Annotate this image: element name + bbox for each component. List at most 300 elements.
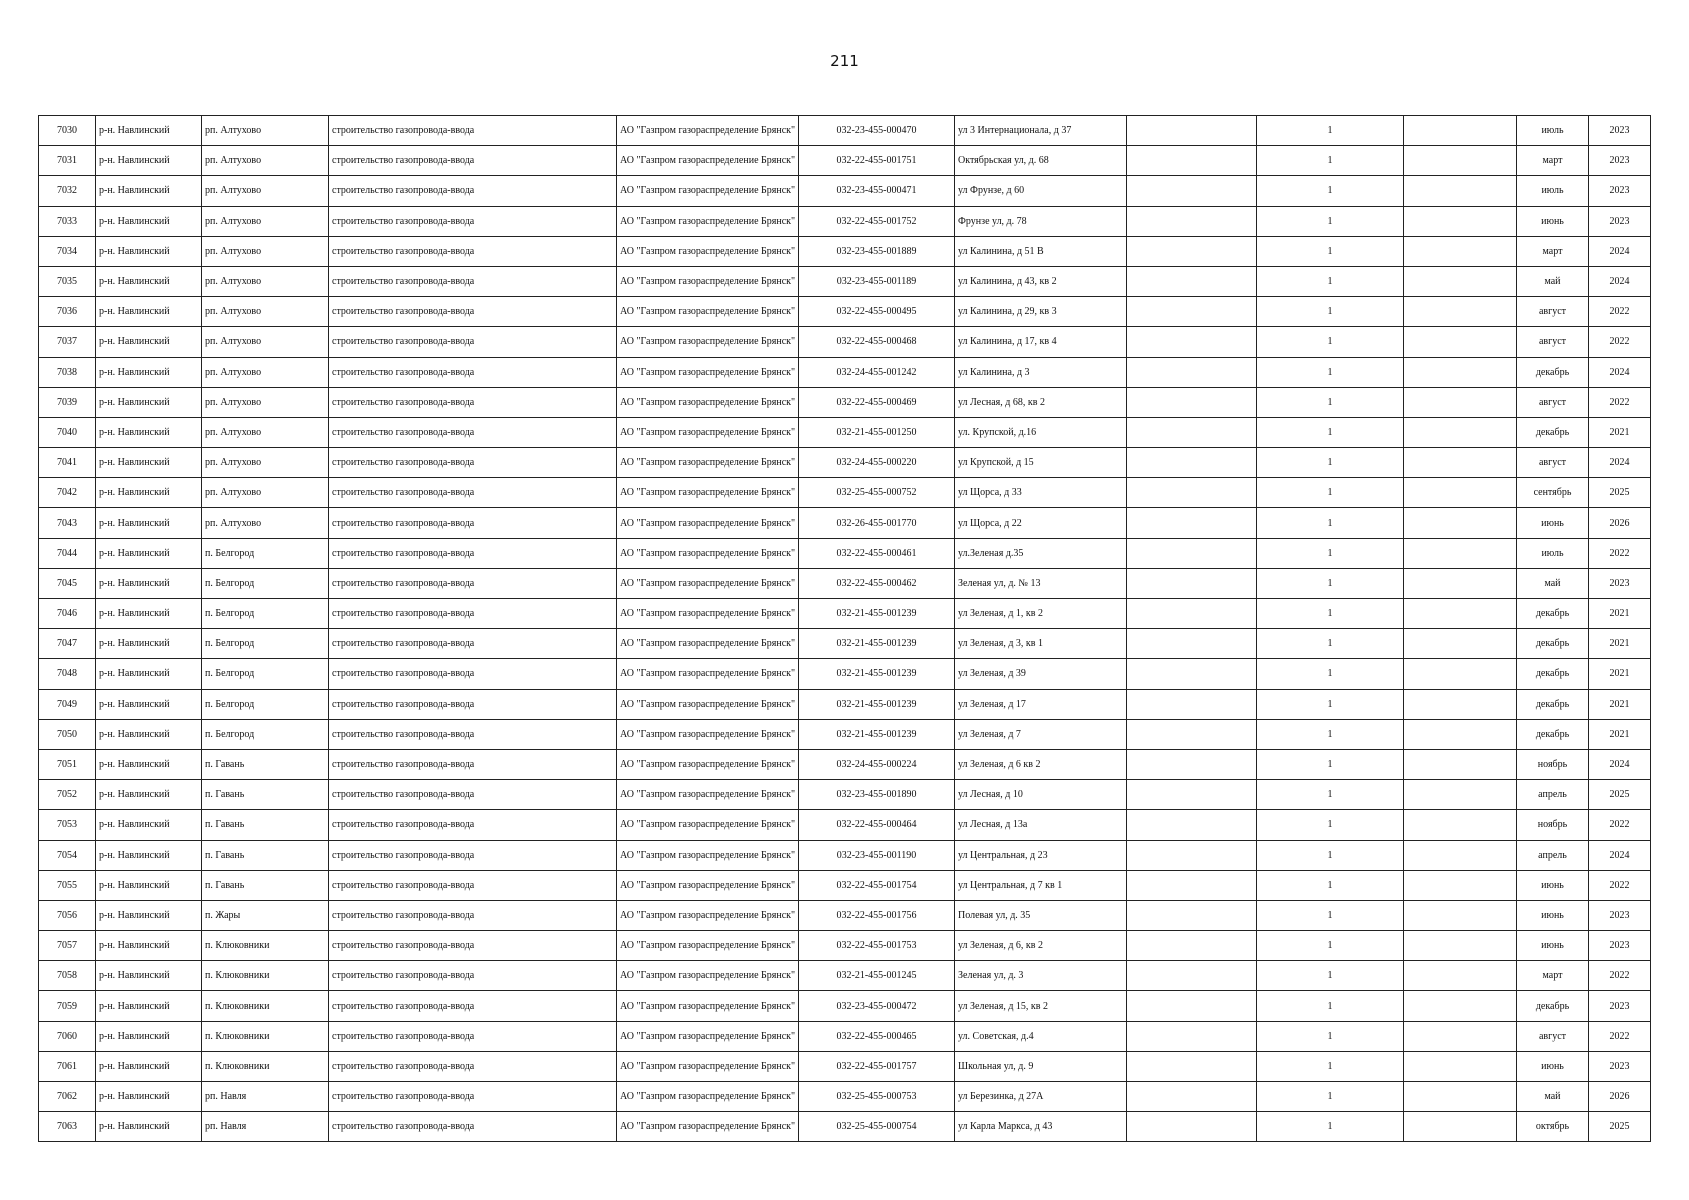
organization-cell: АО "Газпром газораспределение Брянск" (617, 1051, 799, 1081)
table-row (39, 629, 1651, 659)
empty-cell (1127, 116, 1257, 146)
row-number: 7032 (39, 176, 96, 206)
month-cell: декабрь (1517, 357, 1589, 387)
empty-cell (1127, 266, 1257, 296)
empty-cell (1404, 931, 1517, 961)
month-cell: июль (1517, 538, 1589, 568)
count-cell: 1 (1257, 538, 1404, 568)
organization-cell: АО "Газпром газораспределение Брянск" (617, 810, 799, 840)
locality-cell: рп. Алтухово (202, 478, 329, 508)
organization-cell: АО "Газпром газораспределение Брянск" (617, 629, 799, 659)
year-cell: 2022 (1589, 961, 1651, 991)
empty-cell (1127, 599, 1257, 629)
month-cell: июнь (1517, 900, 1589, 930)
table-row (39, 810, 1651, 840)
empty-cell (1127, 236, 1257, 266)
year-cell: 2021 (1589, 599, 1651, 629)
organization-cell: АО "Газпром газораспределение Брянск" (617, 236, 799, 266)
empty-cell (1404, 206, 1517, 236)
table-row (39, 719, 1651, 749)
year-cell: 2022 (1589, 1021, 1651, 1051)
locality-cell: рп. Алтухово (202, 146, 329, 176)
count-cell: 1 (1257, 961, 1404, 991)
organization-cell: АО "Газпром газораспределение Брянск" (617, 478, 799, 508)
empty-cell (1404, 478, 1517, 508)
empty-cell (1127, 1112, 1257, 1142)
empty-cell (1127, 1082, 1257, 1112)
address-cell: ул Калинина, д 17, кв 4 (955, 327, 1127, 357)
month-cell: июнь (1517, 1051, 1589, 1081)
work-type-cell: строительство газопровода-ввода (329, 417, 617, 447)
month-cell: декабрь (1517, 599, 1589, 629)
district-cell: р-н. Навлинский (96, 659, 202, 689)
count-cell: 1 (1257, 297, 1404, 327)
locality-cell: п. Клюковники (202, 931, 329, 961)
application-number-cell: 032-25-455-000753 (799, 1082, 955, 1112)
district-cell: р-н. Навлинский (96, 599, 202, 629)
work-type-cell: строительство газопровода-ввода (329, 689, 617, 719)
empty-cell (1127, 297, 1257, 327)
work-type-cell: строительство газопровода-ввода (329, 659, 617, 689)
month-cell: август (1517, 387, 1589, 417)
month-cell: декабрь (1517, 719, 1589, 749)
row-number: 7054 (39, 840, 96, 870)
month-cell: ноябрь (1517, 810, 1589, 840)
table-row (39, 780, 1651, 810)
district-cell: р-н. Навлинский (96, 931, 202, 961)
row-number: 7049 (39, 689, 96, 719)
year-cell: 2022 (1589, 870, 1651, 900)
application-number-cell: 032-24-455-001242 (799, 357, 955, 387)
empty-cell (1404, 116, 1517, 146)
month-cell: октябрь (1517, 1112, 1589, 1142)
application-number-cell: 032-23-455-000470 (799, 116, 955, 146)
empty-cell (1127, 327, 1257, 357)
organization-cell: АО "Газпром газораспределение Брянск" (617, 176, 799, 206)
table-row (39, 689, 1651, 719)
work-type-cell: строительство газопровода-ввода (329, 448, 617, 478)
organization-cell: АО "Газпром газораспределение Брянск" (617, 387, 799, 417)
empty-cell (1404, 568, 1517, 598)
locality-cell: п. Клюковники (202, 961, 329, 991)
district-cell: р-н. Навлинский (96, 810, 202, 840)
application-number-cell: 032-22-455-000461 (799, 538, 955, 568)
empty-cell (1404, 297, 1517, 327)
locality-cell: рп. Алтухово (202, 206, 329, 236)
table-row (39, 870, 1651, 900)
work-type-cell: строительство газопровода-ввода (329, 780, 617, 810)
district-cell: р-н. Навлинский (96, 387, 202, 417)
month-cell: июль (1517, 176, 1589, 206)
application-number-cell: 032-22-455-000462 (799, 568, 955, 598)
application-number-cell: 032-21-455-001239 (799, 659, 955, 689)
empty-cell (1404, 508, 1517, 538)
empty-cell (1404, 719, 1517, 749)
table-row (39, 357, 1651, 387)
locality-cell: п. Гавань (202, 840, 329, 870)
row-number: 7047 (39, 629, 96, 659)
table-row (39, 327, 1651, 357)
work-type-cell: строительство газопровода-ввода (329, 236, 617, 266)
year-cell: 2021 (1589, 417, 1651, 447)
organization-cell: АО "Газпром газораспределение Брянск" (617, 448, 799, 478)
month-cell: август (1517, 448, 1589, 478)
district-cell: р-н. Навлинский (96, 327, 202, 357)
month-cell: март (1517, 146, 1589, 176)
year-cell: 2021 (1589, 629, 1651, 659)
district-cell: р-н. Навлинский (96, 206, 202, 236)
count-cell: 1 (1257, 931, 1404, 961)
locality-cell: п. Белгород (202, 568, 329, 598)
district-cell: р-н. Навлинский (96, 508, 202, 538)
month-cell: март (1517, 961, 1589, 991)
application-number-cell: 032-26-455-001770 (799, 508, 955, 538)
locality-cell: п. Белгород (202, 719, 329, 749)
empty-cell (1404, 327, 1517, 357)
year-cell: 2021 (1589, 659, 1651, 689)
locality-cell: рп. Алтухово (202, 508, 329, 538)
work-type-cell: строительство газопровода-ввода (329, 508, 617, 538)
count-cell: 1 (1257, 236, 1404, 266)
empty-cell (1127, 840, 1257, 870)
empty-cell (1127, 810, 1257, 840)
address-cell: ул Центральная, д 7 кв 1 (955, 870, 1127, 900)
empty-cell (1127, 719, 1257, 749)
locality-cell: рп. Алтухово (202, 387, 329, 417)
application-number-cell: 032-21-455-001239 (799, 629, 955, 659)
application-number-cell: 032-21-455-001245 (799, 961, 955, 991)
row-number: 7040 (39, 417, 96, 447)
empty-cell (1404, 659, 1517, 689)
month-cell: декабрь (1517, 689, 1589, 719)
locality-cell: рп. Алтухово (202, 357, 329, 387)
address-cell: ул Зеленая, д 15, кв 2 (955, 991, 1127, 1021)
month-cell: июнь (1517, 206, 1589, 236)
organization-cell: АО "Газпром газораспределение Брянск" (617, 780, 799, 810)
row-number: 7052 (39, 780, 96, 810)
work-type-cell: строительство газопровода-ввода (329, 599, 617, 629)
locality-cell: п. Белгород (202, 599, 329, 629)
empty-cell (1127, 538, 1257, 568)
table-row (39, 146, 1651, 176)
row-number: 7056 (39, 900, 96, 930)
month-cell: май (1517, 1082, 1589, 1112)
year-cell: 2025 (1589, 478, 1651, 508)
district-cell: р-н. Навлинский (96, 568, 202, 598)
row-number: 7058 (39, 961, 96, 991)
address-cell: ул Зеленая, д 1, кв 2 (955, 599, 1127, 629)
count-cell: 1 (1257, 840, 1404, 870)
count-cell: 1 (1257, 991, 1404, 1021)
empty-cell (1404, 1082, 1517, 1112)
empty-cell (1127, 1021, 1257, 1051)
empty-cell (1127, 870, 1257, 900)
locality-cell: п. Клюковники (202, 1021, 329, 1051)
row-number: 7041 (39, 448, 96, 478)
empty-cell (1127, 176, 1257, 206)
month-cell: июнь (1517, 870, 1589, 900)
row-number: 7055 (39, 870, 96, 900)
empty-cell (1404, 266, 1517, 296)
address-cell: ул. Крупской, д.16 (955, 417, 1127, 447)
count-cell: 1 (1257, 689, 1404, 719)
work-type-cell: строительство газопровода-ввода (329, 146, 617, 176)
month-cell: март (1517, 236, 1589, 266)
organization-cell: АО "Газпром газораспределение Брянск" (617, 206, 799, 236)
empty-cell (1404, 900, 1517, 930)
address-cell: ул Зеленая, д 39 (955, 659, 1127, 689)
count-cell: 1 (1257, 1051, 1404, 1081)
address-cell: ул Лесная, д 13а (955, 810, 1127, 840)
address-cell: ул. Советская, д.4 (955, 1021, 1127, 1051)
table-row (39, 538, 1651, 568)
table-row (39, 266, 1651, 296)
row-number: 7036 (39, 297, 96, 327)
organization-cell: АО "Газпром газораспределение Брянск" (617, 568, 799, 598)
month-cell: июнь (1517, 508, 1589, 538)
organization-cell: АО "Газпром газораспределение Брянск" (617, 538, 799, 568)
district-cell: р-н. Навлинский (96, 448, 202, 478)
count-cell: 1 (1257, 357, 1404, 387)
work-type-cell: строительство газопровода-ввода (329, 297, 617, 327)
district-cell: р-н. Навлинский (96, 1021, 202, 1051)
address-cell: ул Лесная, д 10 (955, 780, 1127, 810)
year-cell: 2025 (1589, 780, 1651, 810)
district-cell: р-н. Навлинский (96, 961, 202, 991)
row-number: 7057 (39, 931, 96, 961)
work-type-cell: строительство газопровода-ввода (329, 840, 617, 870)
organization-cell: АО "Газпром газораспределение Брянск" (617, 116, 799, 146)
empty-cell (1404, 810, 1517, 840)
district-cell: р-н. Навлинский (96, 236, 202, 266)
locality-cell: п. Жары (202, 900, 329, 930)
organization-cell: АО "Газпром газораспределение Брянск" (617, 146, 799, 176)
application-number-cell: 032-22-455-001751 (799, 146, 955, 176)
application-number-cell: 032-24-455-000220 (799, 448, 955, 478)
empty-cell (1127, 478, 1257, 508)
address-cell: Фрунзе ул, д. 78 (955, 206, 1127, 236)
district-cell: р-н. Навлинский (96, 780, 202, 810)
address-cell: ул Калинина, д 3 (955, 357, 1127, 387)
empty-cell (1404, 749, 1517, 779)
district-cell: р-н. Навлинский (96, 719, 202, 749)
application-number-cell: 032-23-455-001190 (799, 840, 955, 870)
month-cell: август (1517, 327, 1589, 357)
table-row (39, 448, 1651, 478)
district-cell: р-н. Навлинский (96, 991, 202, 1021)
row-number: 7033 (39, 206, 96, 236)
year-cell: 2023 (1589, 176, 1651, 206)
count-cell: 1 (1257, 900, 1404, 930)
work-type-cell: строительство газопровода-ввода (329, 116, 617, 146)
application-number-cell: 032-24-455-000224 (799, 749, 955, 779)
year-cell: 2023 (1589, 991, 1651, 1021)
row-number: 7062 (39, 1082, 96, 1112)
locality-cell: п. Гавань (202, 810, 329, 840)
year-cell: 2022 (1589, 387, 1651, 417)
row-number: 7034 (39, 236, 96, 266)
row-number: 7050 (39, 719, 96, 749)
organization-cell: АО "Газпром газораспределение Брянск" (617, 297, 799, 327)
row-number: 7043 (39, 508, 96, 538)
district-cell: р-н. Навлинский (96, 478, 202, 508)
district-cell: р-н. Навлинский (96, 900, 202, 930)
year-cell: 2023 (1589, 116, 1651, 146)
address-cell: ул Зеленая, д 17 (955, 689, 1127, 719)
empty-cell (1127, 780, 1257, 810)
work-type-cell: строительство газопровода-ввода (329, 357, 617, 387)
district-cell: р-н. Навлинский (96, 749, 202, 779)
month-cell: ноябрь (1517, 749, 1589, 779)
work-type-cell: строительство газопровода-ввода (329, 719, 617, 749)
organization-cell: АО "Газпром газораспределение Брянск" (617, 689, 799, 719)
table-row (39, 1082, 1651, 1112)
locality-cell: рп. Алтухово (202, 297, 329, 327)
empty-cell (1127, 931, 1257, 961)
month-cell: июль (1517, 116, 1589, 146)
empty-cell (1127, 146, 1257, 176)
month-cell: апрель (1517, 840, 1589, 870)
locality-cell: п. Белгород (202, 629, 329, 659)
address-cell: Зеленая ул, д. 3 (955, 961, 1127, 991)
organization-cell: АО "Газпром газораспределение Брянск" (617, 870, 799, 900)
year-cell: 2024 (1589, 236, 1651, 266)
locality-cell: рп. Алтухово (202, 116, 329, 146)
table-row (39, 417, 1651, 447)
application-number-cell: 032-22-455-001756 (799, 900, 955, 930)
row-number: 7059 (39, 991, 96, 1021)
work-type-cell: строительство газопровода-ввода (329, 327, 617, 357)
count-cell: 1 (1257, 417, 1404, 447)
table-row (39, 991, 1651, 1021)
row-number: 7030 (39, 116, 96, 146)
row-number: 7051 (39, 749, 96, 779)
empty-cell (1404, 538, 1517, 568)
organization-cell: АО "Газпром газораспределение Брянск" (617, 417, 799, 447)
year-cell: 2026 (1589, 508, 1651, 538)
application-number-cell: 032-23-455-000471 (799, 176, 955, 206)
table-row (39, 1051, 1651, 1081)
empty-cell (1127, 357, 1257, 387)
empty-cell (1127, 1051, 1257, 1081)
organization-cell: АО "Газпром газораспределение Брянск" (617, 931, 799, 961)
count-cell: 1 (1257, 629, 1404, 659)
year-cell: 2024 (1589, 840, 1651, 870)
empty-cell (1127, 749, 1257, 779)
application-number-cell: 032-21-455-001250 (799, 417, 955, 447)
address-cell: ул Центральная, д 23 (955, 840, 1127, 870)
row-number: 7042 (39, 478, 96, 508)
work-type-cell: строительство газопровода-ввода (329, 1051, 617, 1081)
table-row (39, 749, 1651, 779)
year-cell: 2024 (1589, 749, 1651, 779)
organization-cell: АО "Газпром газораспределение Брянск" (617, 961, 799, 991)
application-number-cell: 032-22-455-001753 (799, 931, 955, 961)
organization-cell: АО "Газпром газораспределение Брянск" (617, 991, 799, 1021)
work-type-cell: строительство газопровода-ввода (329, 870, 617, 900)
table-row (39, 1112, 1651, 1142)
year-cell: 2025 (1589, 1112, 1651, 1142)
district-cell: р-н. Навлинский (96, 1112, 202, 1142)
address-cell: ул Березинка, д 27А (955, 1082, 1127, 1112)
count-cell: 1 (1257, 659, 1404, 689)
address-cell: ул Зеленая, д 3, кв 1 (955, 629, 1127, 659)
organization-cell: АО "Газпром газораспределение Брянск" (617, 357, 799, 387)
row-number: 7038 (39, 357, 96, 387)
row-number: 7061 (39, 1051, 96, 1081)
district-cell: р-н. Навлинский (96, 629, 202, 659)
month-cell: май (1517, 266, 1589, 296)
row-number: 7031 (39, 146, 96, 176)
count-cell: 1 (1257, 870, 1404, 900)
row-number: 7060 (39, 1021, 96, 1051)
year-cell: 2023 (1589, 1051, 1651, 1081)
work-type-cell: строительство газопровода-ввода (329, 629, 617, 659)
address-cell: ул.Зеленая д.35 (955, 538, 1127, 568)
table-row (39, 206, 1651, 236)
work-type-cell: строительство газопровода-ввода (329, 991, 617, 1021)
empty-cell (1404, 448, 1517, 478)
empty-cell (1404, 146, 1517, 176)
empty-cell (1127, 629, 1257, 659)
count-cell: 1 (1257, 176, 1404, 206)
application-number-cell: 032-22-455-000465 (799, 1021, 955, 1051)
district-cell: р-н. Навлинский (96, 870, 202, 900)
application-number-cell: 032-22-455-000464 (799, 810, 955, 840)
row-number: 7037 (39, 327, 96, 357)
address-cell: ул Фрунзе, д 60 (955, 176, 1127, 206)
count-cell: 1 (1257, 266, 1404, 296)
district-cell: р-н. Навлинский (96, 1051, 202, 1081)
work-type-cell: строительство газопровода-ввода (329, 810, 617, 840)
locality-cell: рп. Алтухово (202, 448, 329, 478)
address-cell: ул Зеленая, д 7 (955, 719, 1127, 749)
count-cell: 1 (1257, 327, 1404, 357)
district-cell: р-н. Навлинский (96, 266, 202, 296)
page-number: 211 (830, 52, 859, 70)
organization-cell: АО "Газпром газораспределение Брянск" (617, 1112, 799, 1142)
table-row (39, 961, 1651, 991)
table-body (39, 116, 1651, 1142)
count-cell: 1 (1257, 387, 1404, 417)
locality-cell: п. Клюковники (202, 1051, 329, 1081)
empty-cell (1127, 991, 1257, 1021)
address-cell: ул Зеленая, д 6 кв 2 (955, 749, 1127, 779)
address-cell: ул Калинина, д 43, кв 2 (955, 266, 1127, 296)
empty-cell (1404, 417, 1517, 447)
application-number-cell: 032-22-455-001754 (799, 870, 955, 900)
table-row (39, 176, 1651, 206)
month-cell: август (1517, 297, 1589, 327)
year-cell: 2021 (1589, 689, 1651, 719)
empty-cell (1127, 417, 1257, 447)
empty-cell (1127, 387, 1257, 417)
organization-cell: АО "Газпром газораспределение Брянск" (617, 327, 799, 357)
organization-cell: АО "Газпром газораспределение Брянск" (617, 599, 799, 629)
empty-cell (1127, 961, 1257, 991)
empty-cell (1404, 961, 1517, 991)
year-cell: 2024 (1589, 266, 1651, 296)
district-cell: р-н. Навлинский (96, 146, 202, 176)
address-cell: ул Калинина, д 29, кв 3 (955, 297, 1127, 327)
count-cell: 1 (1257, 146, 1404, 176)
application-number-cell: 032-23-455-000472 (799, 991, 955, 1021)
table-row (39, 387, 1651, 417)
work-type-cell: строительство газопровода-ввода (329, 206, 617, 236)
application-number-cell: 032-22-455-000469 (799, 387, 955, 417)
count-cell: 1 (1257, 599, 1404, 629)
district-cell: р-н. Навлинский (96, 357, 202, 387)
